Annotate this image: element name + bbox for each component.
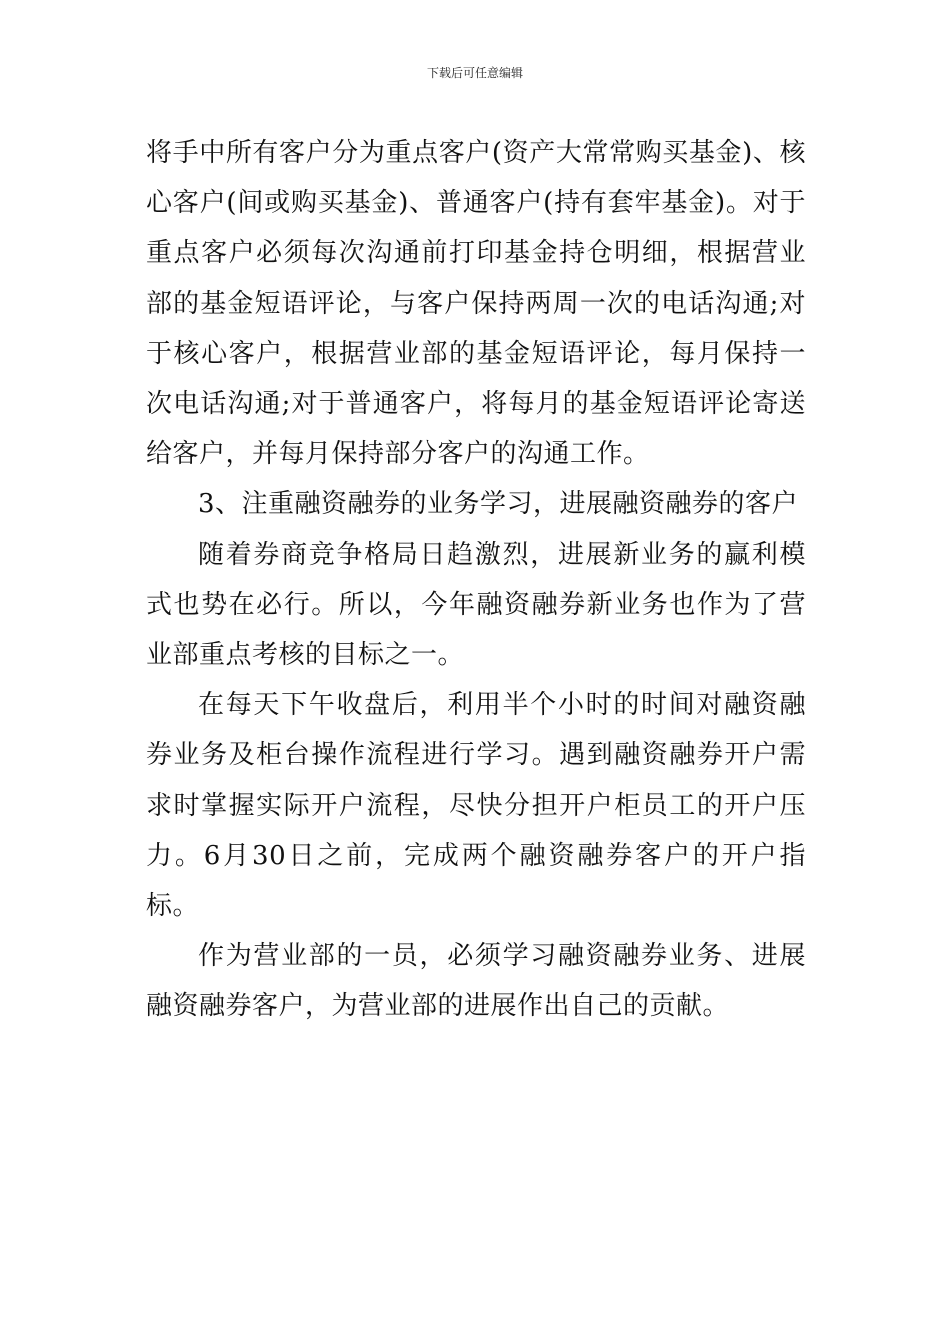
paragraph-client-tiers: 将手中所有客户分为重点客户(资产大常常购买基金)、核心客户(间或购买基金)、普通客户(持有套牢基金)。对于重点客户必须每次沟通前打印基金持仓明细，根据营业部的基金短语评论，与客户保持两周一次的电话沟通;对于核心客户，根据营业部的基金短语评论，每月保持一次电话沟通;对于普通客户，将每月的基金短语评论寄送给客户，并每月保持部分客户的沟通工作。 <box>146 138 806 470</box>
section-heading-margin-trading: 3、注重融资融券的业务学习，进展融资融券的客户 <box>198 489 799 520</box>
paragraph-daily-study: 在每天下午收盘后，利用半个小时的时间对融资融券业务及柜台操作流程进行学习。遇到融资融券开户需求时掌握实际开户流程，尽快分担开户柜员工的开户压力。6月30日之前，完成两个融资融券客户的开户指标。 <box>146 690 806 922</box>
paragraph-competition: 随着券商竞争格局日趋激烈，进展新业务的赢利模式也势在必行。所以，今年融资融券新业务也作为了营业部重点考核的目标之一。 <box>146 539 806 671</box>
page-header-note: 下载后可任意编辑 <box>426 66 523 80</box>
document-body <box>146 128 806 1032</box>
paragraph-contribution: 作为营业部的一员，必须学习融资融券业务、进展融资融券客户，为营业部的进展作出自己的贡献。 <box>146 941 806 1022</box>
